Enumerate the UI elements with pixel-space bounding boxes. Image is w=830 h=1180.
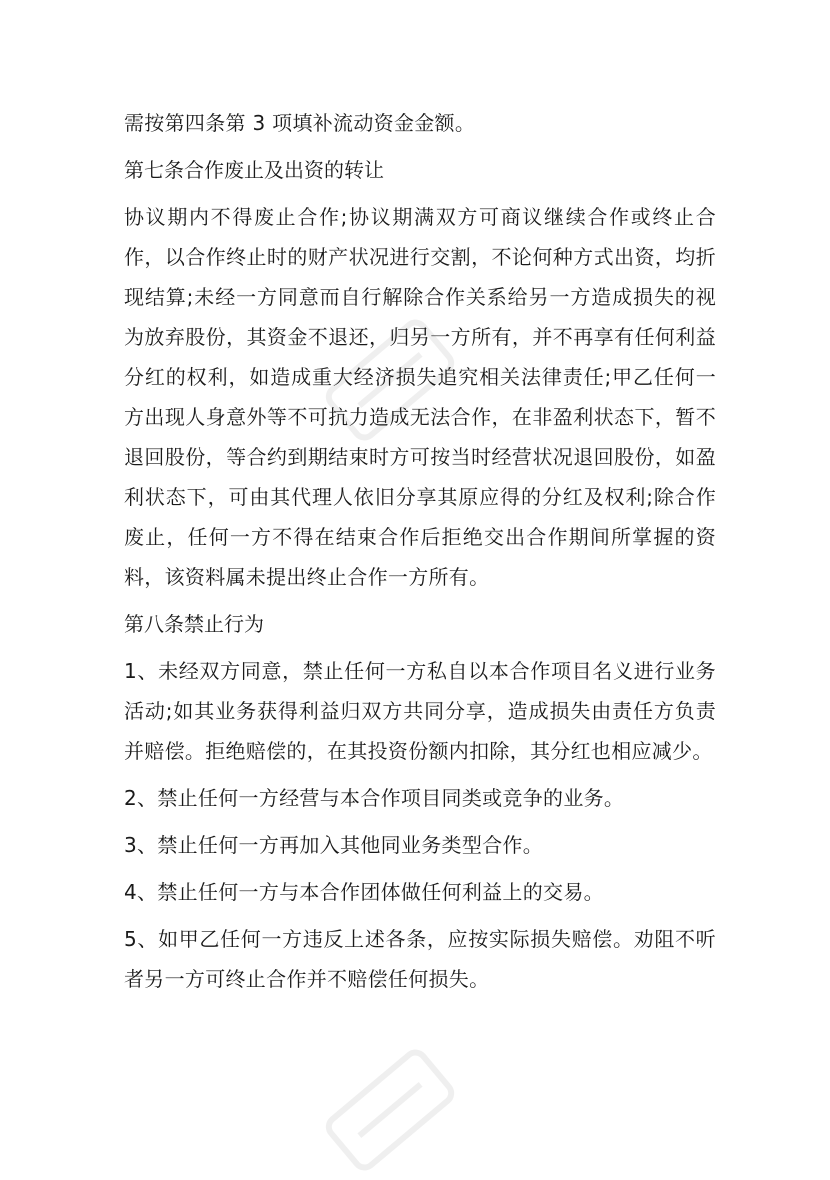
- section-8-item-4: 4、禁止任何一方与本合作团体做任何利益上的交易。: [124, 880, 604, 904]
- section-8-title: 第八条禁止行为: [124, 612, 264, 636]
- watermark-logo-bottom: [300, 1040, 480, 1180]
- section-7-body: 协议期内不得废止合作;协议期满双方可商议继续合作或终止合作，以合作终止时的财产状况进行交割，不论何种方式出资，均折现结算;未经一方同意而自行解除合作关系给另一方造成损失的视为放弃股份，其资金不退还，归另一方所有，并不再享有任何利益分红的权利，如造成重大经济损失追究相关法律责任;甲乙任何一方出现人身意外等不可抗力造成无法合作，在非盈利状态下，暂不退回股份，等合约到期结束时方可按当时经营状况退回股份，如盈利状态下，可由其代理人依旧分享其原应得的分红及权利;除合作废止，任何一方不得在结束合作后拒绝交出合作期间所掌握的资料，该资料属未提出终止合作一方所有。: [124, 205, 716, 589]
- section-8-item-5: 5、如甲乙任何一方违反上述各条，应按实际损失赔偿。劝阻不听者另一方可终止合作并不赔偿任何损失。: [124, 927, 716, 991]
- section-7-title: 第七条合作废止及出资的转让: [124, 158, 384, 182]
- section-8-item-3: 3、禁止任何一方再加入其他同业务类型合作。: [124, 833, 544, 857]
- intro-line: 需按第四条第 3 项填补流动资金金额。: [124, 111, 476, 135]
- document-body: [124, 103, 716, 999]
- section-8-item-2: 2、禁止任何一方经营与本合作项目同类或竞争的业务。: [124, 786, 625, 810]
- section-8-item-1: 1、未经双方同意，禁止任何一方私自以本合作项目名义进行业务活动;如其业务获得利益归双方共同分享，造成损失由责任方负责并赔偿。拒绝赔偿的，在其投资份额内扣除，其分红也相应减少。: [124, 659, 716, 763]
